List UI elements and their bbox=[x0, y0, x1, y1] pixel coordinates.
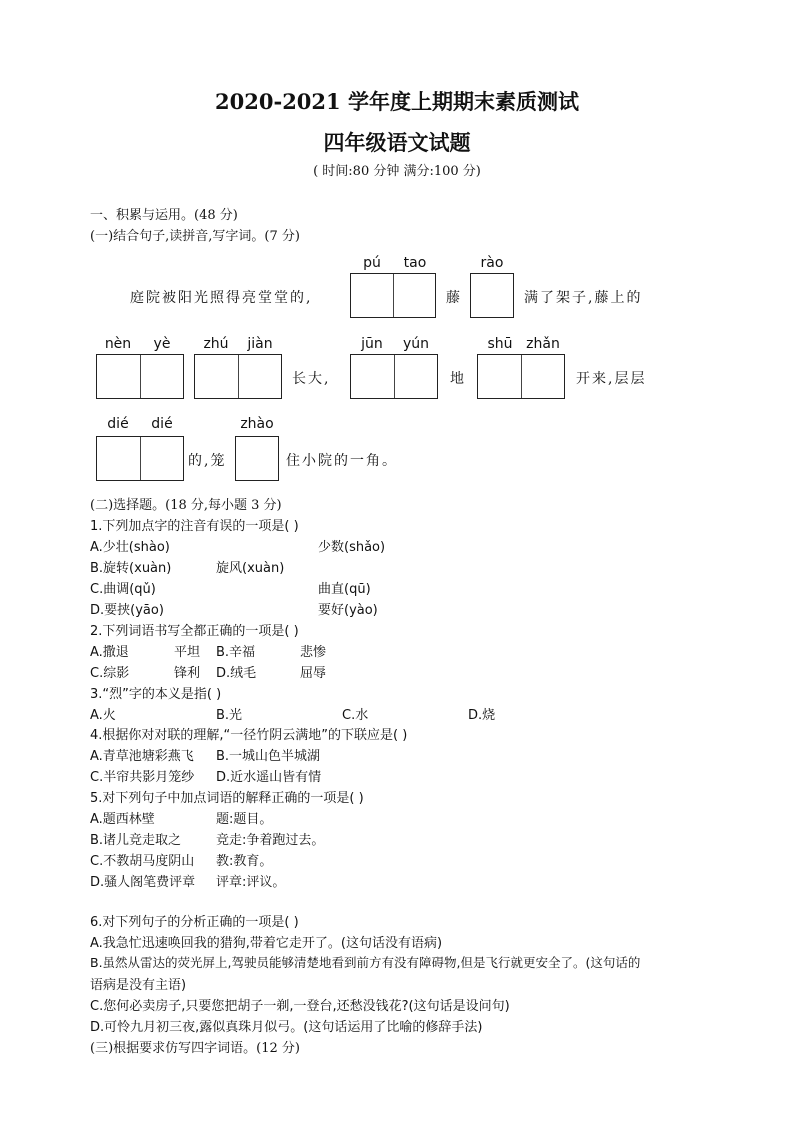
option: A.题西林壁 bbox=[90, 812, 155, 827]
option: C.半帘共影月笼纱 bbox=[90, 770, 195, 785]
option: B.辛福 bbox=[216, 645, 256, 660]
question-stem: 2.下列词语书写全都正确的一项是( ) bbox=[90, 624, 299, 639]
exam-subtitle: 四年级语文试题 bbox=[323, 130, 471, 155]
option: B.诸儿竞走取之 bbox=[90, 833, 182, 848]
question-stem: 6.对下列句子的分析正确的一项是( ) bbox=[90, 915, 299, 930]
pinyin-zhan: zhǎn bbox=[526, 336, 560, 352]
option: 语病是没有主语) bbox=[90, 978, 187, 993]
pinyin-zhu: zhú bbox=[203, 336, 229, 352]
question-stem: 5.对下列句子中加点词语的解释正确的一项是( ) bbox=[90, 791, 364, 806]
answer-box-diedie[interactable] bbox=[96, 436, 184, 481]
option: 要好(yào) bbox=[318, 603, 378, 618]
pinyin-jian: jiàn bbox=[247, 336, 273, 352]
option: B.虽然从雷达的荧光屏上,驾驶员能够清楚地看到前方有没有障碍物,但是飞行就更安全了。(这句话的 bbox=[90, 955, 641, 970]
option: 少数(shǎo) bbox=[318, 540, 386, 555]
answer-box-nenye[interactable] bbox=[96, 354, 184, 399]
exam-info: ( 时间:80 分钟 满分:100 分) bbox=[313, 164, 481, 179]
option: A.我急忙迅速唤回我的猎狗,带着它走开了。(这句话没有语病) bbox=[90, 936, 443, 951]
sentence-part: 的,笼 bbox=[188, 453, 227, 469]
part2-heading: (二)选择题。(18 分,每小题 3 分) bbox=[90, 498, 282, 513]
option: 曲直(qū) bbox=[318, 582, 371, 597]
pinyin-nen: nèn bbox=[104, 336, 132, 352]
pinyin-zhao: zhào bbox=[240, 416, 274, 432]
option: C.曲调(qǔ) bbox=[90, 582, 156, 597]
option: C.综影 bbox=[90, 666, 130, 681]
question-stem: 1.下列加点字的注音有误的一项是( ) bbox=[90, 519, 299, 534]
option: C.不教胡马度阴山 bbox=[90, 854, 195, 869]
option: A.撒退 bbox=[90, 645, 129, 660]
option: C.您何必卖房子,只要您把胡子一剃,一登台,还愁没钱花?(这句话是设问句) bbox=[90, 999, 510, 1014]
pinyin-yun: yún bbox=[402, 336, 430, 352]
pinyin-tao: tao bbox=[403, 255, 427, 271]
answer-box-rao[interactable] bbox=[470, 273, 514, 318]
option: D.烧 bbox=[468, 708, 496, 723]
option: D.近水遥山皆有情 bbox=[216, 770, 322, 785]
sentence-part: 开来,层层 bbox=[576, 371, 647, 387]
question-stem: 4.根据你对对联的理解,“一径竹阴云满地”的下联应是( ) bbox=[90, 728, 408, 743]
answer-box-zhao[interactable] bbox=[235, 436, 279, 481]
sentence-part: 住小院的一角。 bbox=[286, 453, 398, 469]
option: B.光 bbox=[216, 708, 243, 723]
option: 题:题目。 bbox=[216, 812, 273, 827]
option: 屈辱 bbox=[300, 666, 327, 681]
option: D.可怜九月初三夜,露似真珠月似弓。(这句话运用了比喻的修辞手法) bbox=[90, 1020, 483, 1035]
pinyin-rao: rào bbox=[480, 255, 504, 271]
pinyin-die: dié bbox=[107, 416, 129, 432]
option: 锋利 bbox=[174, 666, 201, 681]
pinyin-shu: shū bbox=[487, 336, 513, 352]
option: D.要挟(yāo) bbox=[90, 603, 164, 618]
answer-box-junyun[interactable] bbox=[350, 354, 438, 399]
section-heading: 一、积累与运用。(48 分) bbox=[90, 208, 238, 223]
pinyin-pu: pú bbox=[363, 255, 381, 271]
option: 平坦 bbox=[174, 645, 201, 660]
pinyin-jun: jūn bbox=[361, 336, 383, 352]
option: D.绒毛 bbox=[216, 666, 257, 681]
option: 教:教育。 bbox=[216, 854, 273, 869]
option: 评章:评议。 bbox=[216, 875, 286, 890]
option: 旋风(xuàn) bbox=[216, 561, 285, 576]
answer-box-shuzhan[interactable] bbox=[477, 354, 565, 399]
option: B.旋转(xuàn) bbox=[90, 561, 172, 576]
sentence-part: 藤 bbox=[446, 290, 462, 306]
sentence-part: 庭院被阳光照得亮堂堂的, bbox=[130, 290, 313, 306]
option: A.火 bbox=[90, 708, 116, 723]
pinyin-ye: yè bbox=[153, 336, 171, 352]
part3-heading: (三)根据要求仿写四字词语。(12 分) bbox=[90, 1041, 300, 1056]
option: 悲惨 bbox=[300, 645, 327, 660]
exam-title: 2020-2021 学年度上期期末素质测试 bbox=[215, 89, 579, 114]
answer-box-putao[interactable] bbox=[350, 273, 436, 318]
answer-box-zhujian[interactable] bbox=[194, 354, 282, 399]
question-stem: 3.“烈”字的本义是指( ) bbox=[90, 687, 222, 702]
option: A.青草池塘彩燕飞 bbox=[90, 749, 194, 764]
sentence-part: 长大, bbox=[292, 371, 331, 387]
option: B.一城山色半城湖 bbox=[216, 749, 321, 764]
option: D.骚人阁笔费评章 bbox=[90, 875, 196, 890]
part1-heading: (一)结合句子,读拼音,写字词。(7 分) bbox=[90, 229, 300, 244]
option: A.少壮(shào) bbox=[90, 540, 170, 555]
option: 竞走:争着跑过去。 bbox=[216, 833, 325, 848]
option: C.水 bbox=[342, 708, 369, 723]
sentence-part: 满了架子,藤上的 bbox=[524, 290, 643, 306]
pinyin-die: dié bbox=[151, 416, 173, 432]
sentence-part: 地 bbox=[450, 371, 466, 387]
